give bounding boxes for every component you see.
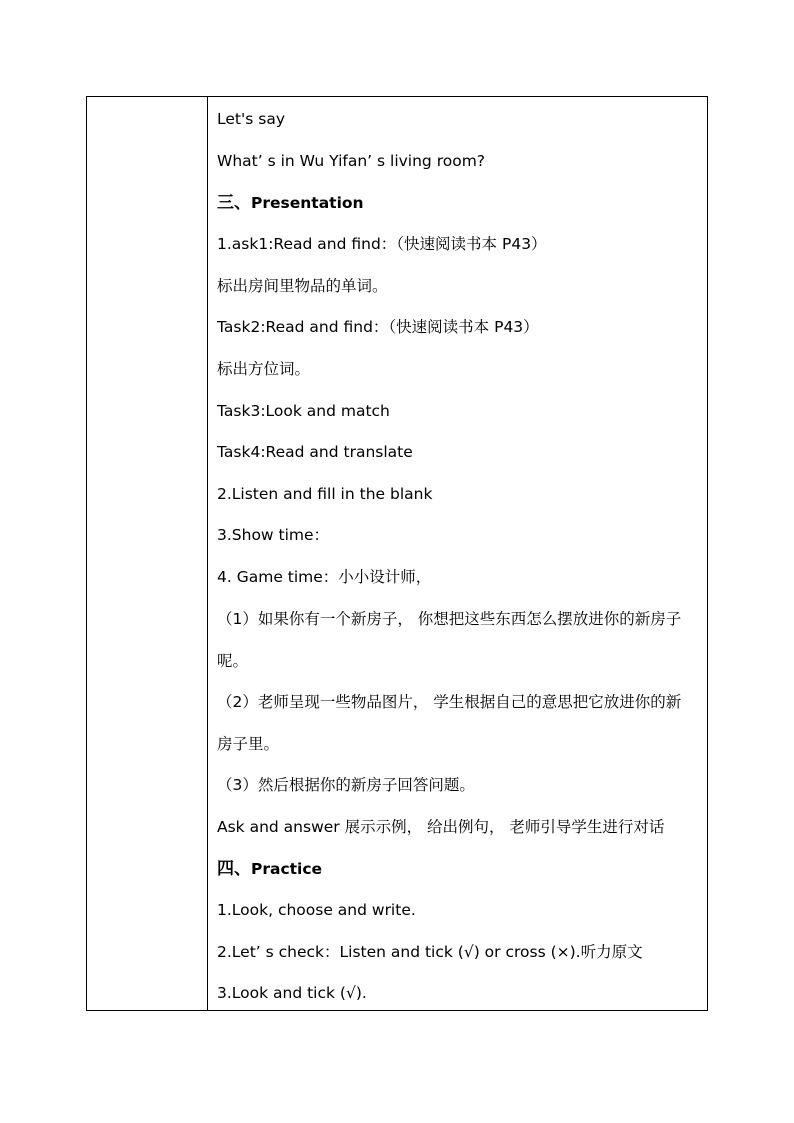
text-line: 标出房间里物品的单词。	[217, 277, 388, 295]
section-number: 三、	[217, 193, 251, 213]
text-line: 标出方位词。	[217, 360, 311, 378]
text-line: 3.Look and tick (√).	[217, 984, 367, 1002]
text-line: 2.Listen and fill in the blank	[217, 485, 433, 503]
text-line: Task2:Read and find：（快速阅读书本 P43）	[217, 318, 539, 336]
text-line: 4. Game time：小小设计师，	[217, 568, 432, 586]
text-line: 呢。	[217, 652, 249, 670]
text-line: What’ s in Wu Yifan’ s living room?	[217, 152, 486, 170]
text-line: Let's say	[217, 110, 285, 128]
text-line: （3）然后根据你的新房子回答问题。	[217, 776, 475, 794]
text-line: （2）老师呈现一些物品图片， 学生根据自己的意思把它放进你的新	[217, 693, 682, 711]
text-line: 3.Show time：	[217, 526, 330, 544]
text-line: 2.Let’ s check：Listen and tick (√) or cross (×).听力原文	[217, 943, 643, 961]
text-line: Task3:Look and match	[217, 402, 390, 420]
section-number: 四、	[217, 859, 251, 879]
text-line: 1.ask1:Read and find：（快速阅读书本 P43）	[217, 235, 547, 253]
content-cell	[208, 97, 707, 1010]
section-heading-presentation	[217, 193, 701, 213]
lesson-table	[86, 96, 708, 1011]
left-column-cell	[87, 97, 208, 1010]
text-line: Task4:Read and translate	[217, 443, 413, 461]
text-line: 房子里。	[217, 735, 280, 753]
section-heading-practice	[217, 859, 701, 879]
text-line: Ask and answer 展示示例， 给出例句， 老师引导学生进行对话	[217, 818, 665, 836]
text-line: 1.Look, choose and write.	[217, 901, 416, 919]
text-line: （1）如果你有一个新房子， 你想把这些东西怎么摆放进你的新房子	[217, 610, 682, 628]
section-title: Presentation	[251, 194, 364, 212]
section-title: Practice	[251, 860, 323, 878]
